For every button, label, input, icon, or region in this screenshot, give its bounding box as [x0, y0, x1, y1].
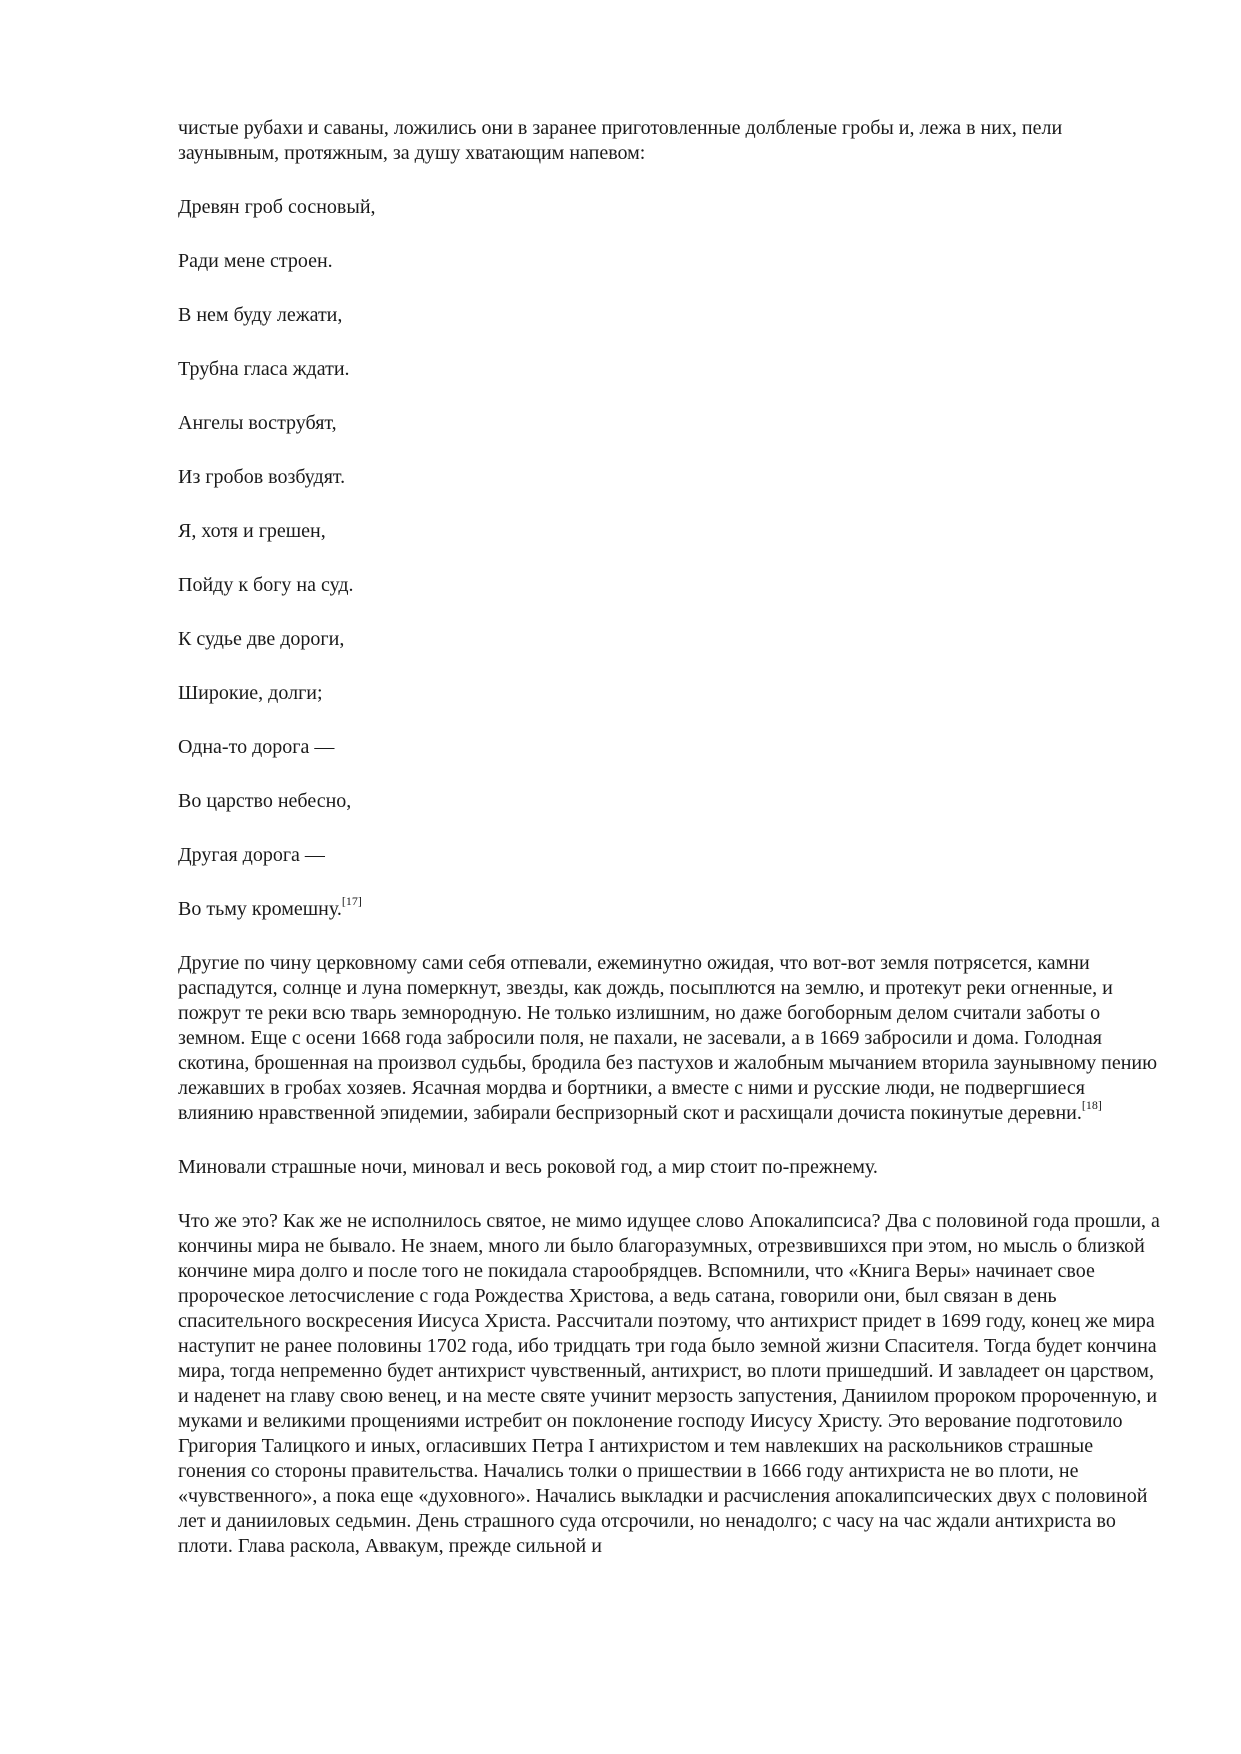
verse-line: Ангелы вострубят,	[178, 412, 337, 434]
paragraph-end-times	[178, 951, 1163, 1126]
verse-line: В нем буду лежати,	[178, 304, 343, 326]
paragraph-end-times-text: Другие по чину церковному сами себя отпевали, ежеминутно ожидая, что вот-вот земля потрясется, камни распадутся, солнце и луна померкнут, звезды, как дождь, посыплются на землю, и протекут реки огненные, и пожрут те реки всю тварь земнородную. Не только излишним, но даже богоборным делом считали заботы о земном. Еще с осени 1668 года забросили поля, не пахали, не засевали, а в 1669 забросили и дома. Голодная скотина, брошенная на произвол судьбы, бродила без пастухов и жалобным мычанием вторила заунывному пению лежавших в гробах хозяев. Ясачная мордва и бортники, а вместе с ними и русские люди, не подвергшиеся влиянию нравственной эпидемии, забирали беспризорный скот и расхищали дочиста покинутые деревни.	[178, 952, 1158, 1124]
paragraph-antichrist: Что же это? Как же не исполнилось святое, не мимо идущее слово Апокалипсиса? Два с половиной года прошли, а кончины мира не бывало. Не знаем, много ли было благоразумных, отрезвившихся при этом, но мысль о близкой кончине мира долго и после того не покидала старообрядцев. Вспомнили, что «Книга Веры» начинает свое пророческое летосчисление с года Рождества Христова, а ведь сатана, говорили они, был связан в день спасительного воскресения Иисуса Христа. Рассчитали поэтому, что антихрист придет в 1699 году, конец же мира наступит не ранее половины 1702 года, ибо тридцать три года было земной жизни Спасителя. Тогда будет кончина мира, тогда непременно будет антихрист чувственный, антихрист, во плоти пришедший. И завладеет он царством, и наденет на главу свою венец, и на месте святе учинит мерзость запустения, Даниилом пророком пророченную, и муками и великими прощениями истребит он поклонение господу Иисусу Христу. Это верование подготовило Григория Талицкого и иных, огласивших Петра I антихристом и тем навлекших на раскольников страшные гонения со стороны правительства. Начались толки о пришествии в 1666 году антихриста не во плоти, не «чувственного», а пока еще «духовного». Начались выкладки и расчисления апокалипсических двух с половиной лет и данииловых седьмин. День страшного суда отсрочили, но ненадолго; с часу на час ждали антихриста во плоти. Глава раскола, Аввакум, прежде сильной и	[178, 1210, 1160, 1557]
verse-line: Пойду к богу на суд.	[178, 574, 354, 596]
paragraph-year-passed: Миновали страшные ночи, миновал и весь роковой год, а мир стоит по-прежнему.	[178, 1156, 878, 1178]
verse-line: Я, хотя и грешен,	[178, 520, 326, 542]
footnote-ref-18[interactable]: [18]	[1081, 1098, 1102, 1113]
verse-line: Из гробов возбудят.	[178, 466, 346, 488]
verse-line: Широкие, долги;	[178, 682, 323, 704]
verse-line-text: Во тьму кромешну.	[178, 898, 342, 920]
verse-line: Во царство небесно,	[178, 790, 352, 812]
verse-line-last	[178, 894, 1163, 922]
verse-block	[178, 195, 1163, 922]
verse-line: Другая дорога —	[178, 844, 325, 866]
verse-line: К судье две дороги,	[178, 628, 345, 650]
verse-line: Одна-то дорога —	[178, 736, 335, 758]
verse-line: Трубна гласа ждати.	[178, 358, 350, 380]
verse-line: Ради мене строен.	[178, 250, 333, 272]
footnote-ref-17[interactable]: [17]	[341, 894, 362, 909]
document-page	[178, 116, 1163, 1559]
verse-line: Древян гроб сосновый,	[178, 196, 376, 218]
intro-paragraph: чистые рубахи и саваны, ложились они в заранее приготовленные долбленые гробы и, лежа в них, пели заунывным, протяжным, за душу хватающим напевом:	[178, 117, 1063, 164]
